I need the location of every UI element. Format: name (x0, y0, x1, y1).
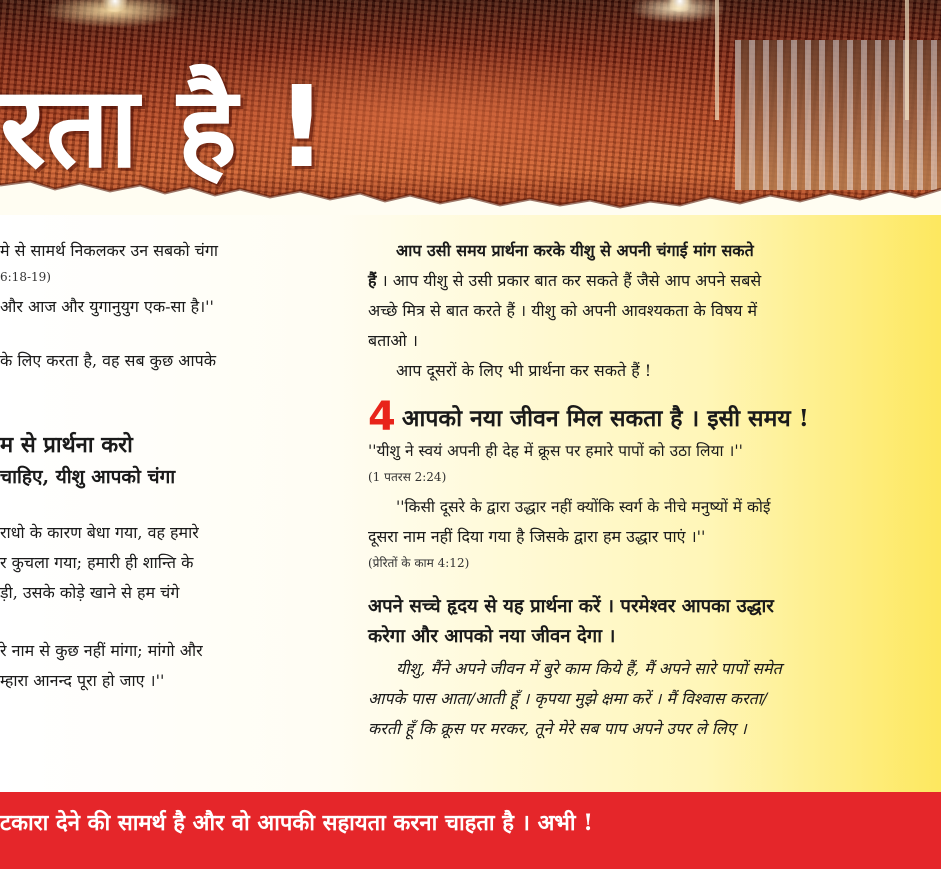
body-line: ड़ी, उसके कोड़े खाने से हम चंगे (0, 583, 180, 602)
bold-text: हैं (368, 271, 377, 290)
section-subheading: चाहिए, यीशु आपको चंगा (0, 466, 176, 488)
page-title: रता है ! (0, 63, 328, 193)
section-heading (368, 394, 900, 440)
body-line: के लिए करता है, वह सब कुछ आपके (0, 351, 216, 370)
scripture-quote: दूसरा नाम नहीं दिया गया है जिसके द्वारा हम उद्धार पाएं ।'' (368, 527, 706, 546)
body-line-bold: आप उसी समय प्रार्थना करके यीशु से अपनी चंगाई मांग सकते (396, 241, 754, 260)
body-line: राधो के कारण बेधा गया, वह हमारे (0, 523, 199, 542)
section-heading-text: आपको नया जीवन मिल सकता है । इसी समय ! (401, 405, 809, 432)
prayer-line: आपके पास आता/आती हूँ । कृपया मुझे क्षमा करें । मैं विश्वास करता/ (368, 689, 768, 708)
footer-banner (0, 792, 941, 869)
scripture-reference: (प्रेरितों के काम 4:12) (368, 556, 470, 570)
call-to-action: करेगा और आपको नया जीवन देगा । (368, 626, 616, 647)
body-line: अच्छे मित्र से बात करते हैं । यीशु को अपनी आवश्यकता के विषय में (368, 301, 758, 320)
body-line: मे से सामर्थ निकलकर उन सबको चंगा (0, 241, 218, 260)
prayer-line: करती हूँ कि क्रूस पर मरकर, तूने मेरे सब पाप अपने उपर ले लिए । (368, 719, 747, 738)
scripture-reference: 6:18-19) (0, 270, 51, 284)
stage-light (665, 0, 695, 12)
body-line: र कुचला गया; हमारी ही शान्ति के (0, 553, 194, 572)
right-column (368, 236, 900, 744)
body-text: । आप यीशु से उसी प्रकार बात कर सकते हैं जैसे आप अपने सबसे (376, 271, 762, 290)
prayer-line: यीशु, मैंने अपने जीवन में बुरे काम किये हैं, मैं अपने सारे पापों समेत (396, 659, 782, 678)
left-column (0, 236, 320, 696)
body-line: और आज और युगानुयुग एक-सा है।'' (0, 297, 214, 316)
call-to-action: अपने सच्चे हृदय से यह प्रार्थना करें । परमेश्वर आपका उद्धार (368, 596, 774, 617)
scripture-quote: ''यीशु ने स्वयं अपनी ही देह में क्रूस पर हमारे पापों को उठा लिया ।'' (368, 442, 743, 460)
section-heading: म से प्रार्थना करो (0, 432, 133, 458)
stage-light (100, 0, 130, 12)
crowd-photo-banner (0, 0, 941, 215)
light-pole (905, 0, 909, 120)
body-line: म्हारा आनन्द पूरा हो जाए ।'' (0, 671, 165, 690)
light-pole (715, 0, 719, 120)
body-line: बताओ । (368, 331, 418, 350)
body-line (368, 266, 900, 296)
section-number: 4 (368, 394, 396, 440)
scripture-quote: ''किसी दूसरे के द्वारा उद्धार नहीं क्योंकि स्वर्ग के नीचे मनुष्यों में कोई (396, 498, 771, 516)
body-line: रे नाम से कुछ नहीं मांगा; मांगो और (0, 641, 203, 660)
scripture-reference: (1 पतरस 2:24) (368, 470, 447, 484)
footer-text: टकारा देने की सामर्थ है और वो आपकी सहायता करना चाहता है । अभी ! (0, 809, 593, 836)
body-line: आप दूसरों के लिए भी प्रार्थना कर सकते हैं ! (396, 361, 652, 380)
